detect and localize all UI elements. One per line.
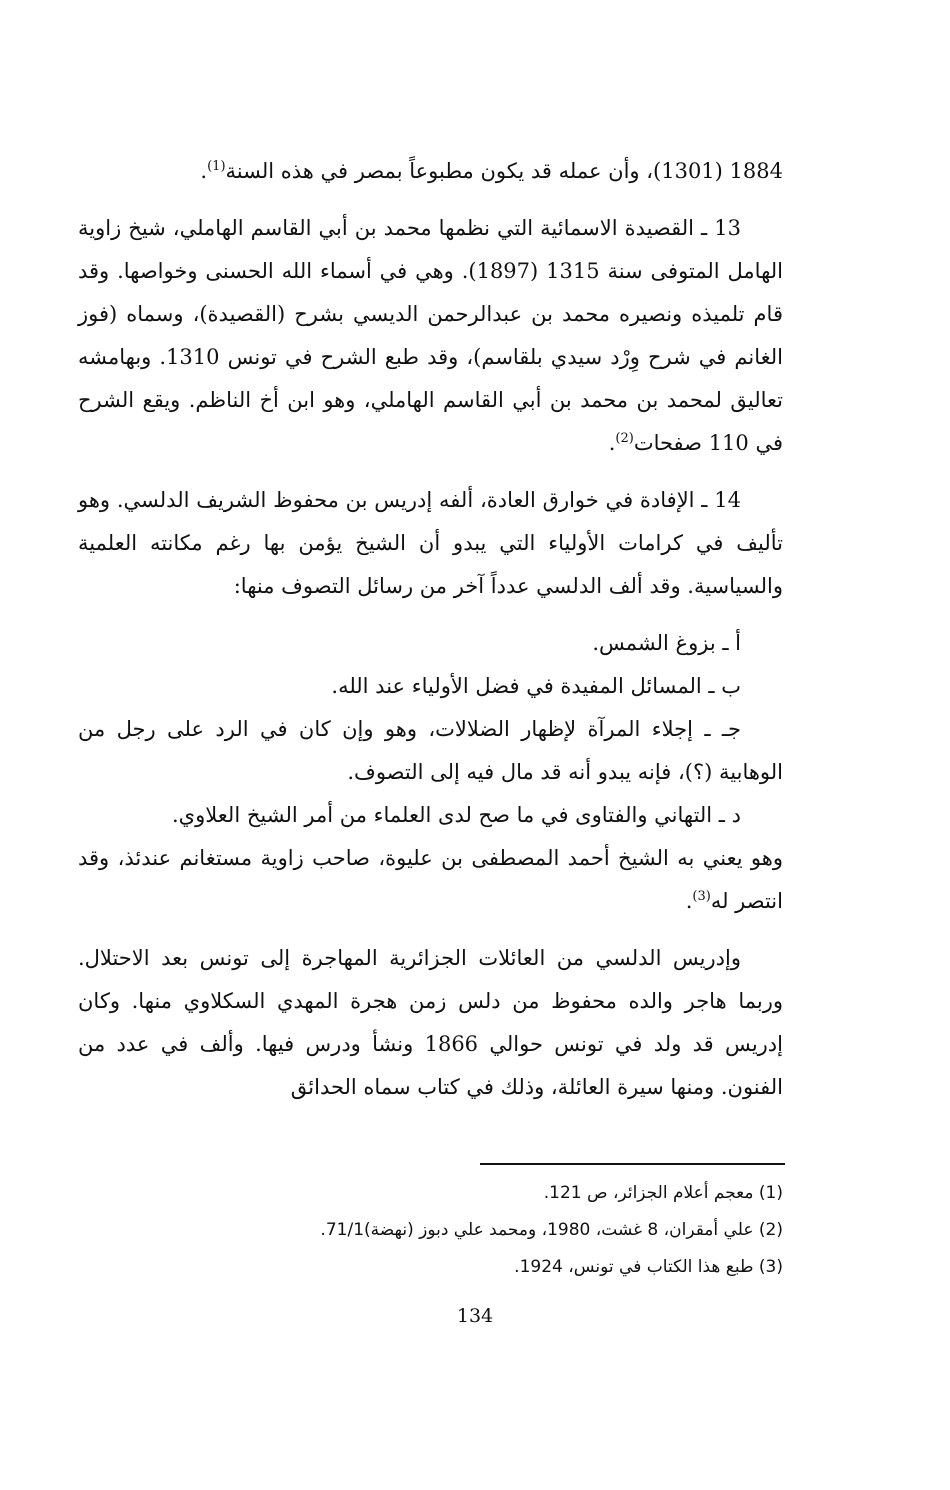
page-number: 134: [456, 1305, 494, 1327]
footnote-3: (3) طبع هذا الكتاب في تونس، 1924.: [514, 1257, 783, 1277]
paragraph-1: 1884 (1301)، وأن عمله قد يكون مطبوعاً بمصر في هذه السنة$^{(1)}$.: [200, 159, 783, 183]
list-item-a: أ ـ بزوغ الشمس.: [592, 631, 741, 655]
paragraph-idris: وإدريس الدلسي من العائلات الجزائرية المهاجرة إلى تونس بعد الاحتلال. وربما هاجر والده محفوظ من دلس زمن هجرة المهدي السكلاوي منها. وكان إدريس قد ولد في تونس حوالي 1866 ونشأ ودرس فيها. وألف في عدد من الفنون. ومنها سيرة العائلة، وذلك في كتاب سماه الحدائق: [78, 946, 783, 1099]
footnote-2: (2) علي أمقران، 8 غشت، 1980، ومحمد علي دبوز (نهضة)71/1.: [320, 1220, 783, 1240]
footnotes: [150, 1175, 783, 1286]
list-item-c: جـ ـ إجلاء المرآة لإظهار الضلالات، وهو وإن كان في الرد على رجل من الوهابية (؟)، فإنه يبدو أنه قد مال فيه إلى التصوف.: [78, 717, 783, 784]
list-item-b: ب ـ المسائل المفيدة في فضل الأولياء عند الله.: [331, 674, 741, 698]
list-item-d-continuation: وهو يعني به الشيخ أحمد المصطفى بن عليوة، صاحب زاوية مستغانم عندئذ، وقد انتصر له$^{(3)}$.: [78, 846, 783, 913]
paragraph-item-14: 14 ـ الإفادة في خوارق العادة، ألفه إدريس بن محفوظ الشريف الدلسي. وهو تأليف في كرامات الأولياء التي يبدو أن الشيخ يؤمن بها رغم مكانته العلمية والسياسية. وقد ألف الدلسي عدداً آخر من رسائل التصوف منها:: [78, 488, 783, 598]
footnote-ref-2[interactable]: (2): [615, 431, 634, 446]
sub-list: [78, 622, 783, 923]
footnote-ref-3[interactable]: (3): [692, 889, 711, 904]
footnote-1: (1) معجم أعلام الجزائر، ص 121.: [543, 1183, 783, 1203]
list-item-d: د ـ التهاني والفتاوى في ما صح لدى العلماء من أمر الشيخ العلاوي.: [172, 803, 741, 827]
footnote-ref-1[interactable]: (1): [207, 159, 226, 174]
main-text: [78, 150, 783, 1123]
footnote-separator: [480, 1163, 785, 1165]
paragraph-item-13: 13 ـ القصيدة الاسمائية التي نظمها محمد بن أبي القاسم الهاملي، شيخ زاوية الهامل المتوفى سنة 1315 (1897). وهي في أسماء الله الحسنى وخواصها. وقد قام تلميذه ونصيره محمد بن عبدالرحمن الديسي بشرح (القصيدة)، وسماه (فوز الغانم في شرح وِرْد سيدي بلقاسم)، وقد طبع الشرح في تونس 1310. وبهامشه تعاليق لمحمد بن محمد بن أبي القاسم الهاملي، وهو ابن أخ الناظم. ويقع الشرح في 110 صفحات$^{(2)}$.: [78, 216, 783, 455]
